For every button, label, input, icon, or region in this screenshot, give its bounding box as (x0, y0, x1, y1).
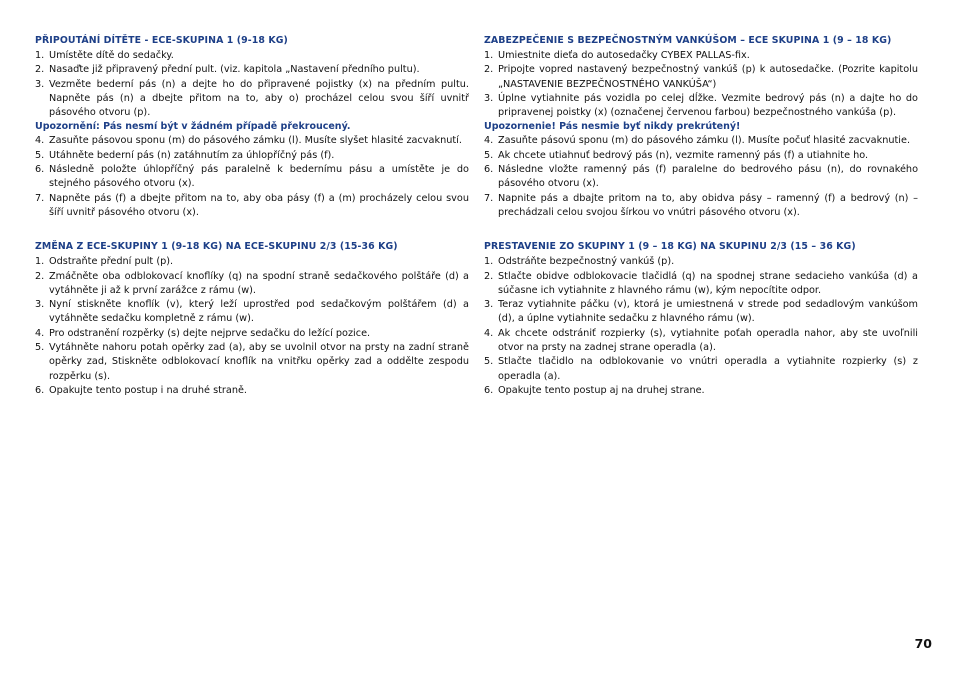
left-section-group-change (35, 240, 469, 398)
list-item (484, 355, 918, 384)
step-text: Stlačte obidve odblokovacie tlačidlá (q) na spodnej strane sedacieho vankúša (d) a súčasne ich vytiahnite z hlavného rámu (w), kým nepocítite odpor. (498, 270, 918, 296)
step-text: Ak chcete odstrániť rozpierky (s), vytiahnite poťah operadla nahor, aby ste uvoľnili otvor na prsty na zadnej strane operadla (a). (498, 327, 918, 354)
list-item (484, 270, 918, 299)
list-item (35, 63, 469, 77)
step-number: 2. (484, 270, 494, 282)
step-number: 1. (35, 256, 45, 268)
step-number: 2. (35, 270, 45, 282)
step-text: Stlačte tlačidlo na odblokovanie vo vnútri operadla a vytiahnite rozpierky (s) z operadla (a). (498, 356, 918, 382)
list-item (484, 255, 918, 269)
list-item (35, 270, 469, 299)
step-list (35, 134, 469, 220)
step-number: 1. (484, 256, 494, 268)
step-number: 2. (35, 64, 45, 76)
list-item (484, 192, 918, 221)
step-number: 4. (484, 135, 494, 147)
list-item (484, 384, 918, 398)
list-item (484, 163, 918, 192)
section-heading: ZMĚNA Z ECE-SKUPINY 1 (9-18 KG) NA ECE-SKUPINU 2/3 (15-36 KG) (35, 241, 398, 253)
step-text: Zasuňte pásovou sponu (m) do pásového zámku (l). Musíte slyšet hlasité zacvaknutí. (49, 135, 462, 147)
step-number: 5. (35, 149, 45, 161)
list-item (484, 49, 918, 63)
step-number: 5. (484, 149, 494, 161)
list-item (35, 384, 469, 398)
list-item (484, 149, 918, 163)
step-number: 3. (484, 299, 494, 311)
step-text: Vytáhněte nahoru potah opěrky zad (a), aby se uvolnil otvor na prsty na zadní straně opěrky zad, Stiskněte odblokovací knoflík na vnitřku opěrky zad a oddělte zespodu rozpěrku (s). (49, 342, 469, 382)
list-item (484, 92, 918, 121)
warning-note: Upozornění: Pás nesmí být v žádném případě překroucený. (35, 121, 351, 133)
step-number: 6. (484, 164, 494, 176)
step-list (484, 255, 918, 398)
step-number: 7. (35, 192, 45, 204)
step-number: 4. (484, 327, 494, 339)
step-text: Napnite pás a dbajte pritom na to, aby obidva pásy – ramenný (f) a bedrový (n) – prechádzali celou svojou šírkou vo vnútri pásového otvoru (x). (498, 192, 918, 218)
list-item (35, 255, 469, 269)
step-number: 6. (484, 384, 494, 396)
step-number: 2. (484, 64, 494, 76)
section-heading: ZABEZPEČENIE S BEZPEČNOSTNÝM VANKÚŠOM – ECE SKUPINA 1 (9 – 18 KG) (484, 35, 892, 46)
step-number: 3. (35, 299, 45, 311)
list-item (35, 78, 469, 121)
right-column (484, 34, 918, 418)
step-list (35, 255, 469, 398)
step-number: 6. (35, 164, 45, 176)
step-number: 3. (484, 92, 494, 104)
list-item (35, 49, 469, 63)
page-number: 70 (914, 636, 932, 651)
step-number: 5. (35, 342, 45, 354)
step-number: 7. (484, 192, 494, 204)
list-item (35, 134, 469, 148)
step-number: 3. (35, 78, 45, 90)
step-text: Úplne vytiahnite pás vozidla po celej dĺžke. Vezmite bedrový pás (n) a dajte ho do pripravenej poistky (x) (označenej červenou farbou) bezpečnostného vankúša (p). (498, 92, 918, 119)
list-item (35, 298, 469, 327)
step-number: 6. (35, 384, 45, 396)
step-text: Umístěte dítě do sedačky. (49, 50, 174, 61)
list-item (484, 134, 918, 148)
step-text: Nyní stiskněte knoflík (v), který leží uprostřed pod sedačkovým polštářem (d) a vytáhněte sedačku kompletně z rámu (w). (49, 299, 469, 325)
step-list (484, 134, 918, 220)
step-text: Vezměte bederní pás (n) a dejte ho do připravené pojistky (x) na předním pultu. Napněte pás (n) a dbejte přitom na to, aby o) procházel celou svou šíří uvnitř pásového otvoru (p). (49, 78, 469, 119)
right-section-group-change (484, 240, 918, 398)
list-item (35, 327, 469, 341)
step-text: Ak chcete utiahnuť bedrový pás (n), vezmite ramenný pás (f) a utiahnite ho. (498, 149, 869, 161)
step-text: Opakujte tento postup i na druhé straně. (49, 384, 248, 396)
step-list (484, 49, 918, 120)
step-text: Pro odstranění rozpěrky (s) dejte nejprve sedačku do ležící pozice. (49, 327, 371, 339)
step-text: Odstraňte přední pult (p). (49, 256, 174, 268)
right-section-child-securing (484, 34, 918, 220)
step-text: Umiestnite dieťa do autosedačky CYBEX PALLAS-fix. (498, 50, 750, 61)
section-heading: PŘIPOUTÁNÍ DÍTĚTE - ECE-SKUPINA 1 (9-18 KG) (35, 35, 288, 46)
step-text: Odstráňte bezpečnostný vankúš (p). (498, 256, 675, 268)
step-number: 4. (35, 135, 45, 147)
step-number: 1. (35, 50, 45, 61)
step-text: Zmáčněte oba odblokovací knoflíky (q) na spodní straně sedačkového polštáře (d) a vytáhněte ji až k první zarážce z rámu (w). (49, 270, 469, 296)
step-text: Následně položte úhlopříčný pás paralelně k bedernímu pásu a umístěte je do stejného pásového otvoru (x). (49, 164, 469, 190)
step-text: Napněte pás (f) a dbejte přitom na to, aby oba pásy (f) a (m) procházely celou svou šíří uvnitř pásového otvoru (x). (49, 192, 469, 218)
section-heading: PRESTAVENIE ZO SKUPINY 1 (9 – 18 KG) NA SKUPINU 2/3 (15 – 36 KG) (484, 241, 856, 253)
step-text: Následne vložte ramenný pás (f) paralelne do bedrového pásu (n), do rovnakého pásového otvoru (x). (498, 164, 918, 190)
step-number: 4. (35, 327, 45, 339)
step-number: 5. (484, 356, 494, 368)
step-text: Pripojte vopred nastavený bezpečnostný vankúš (p) k autosedačke. (Pozrite kapitolu „NASTAVENIE BEZPEČNOSTNÉHO VANKÚŠA“) (498, 64, 918, 90)
step-number: 1. (484, 50, 494, 61)
list-item (35, 149, 469, 163)
step-text: Teraz vytiahnite páčku (v), ktorá je umiestnená v strede pod sedadlovým vankúšom (d), a úplne vytiahnite sedačku z hlavného rámu (w). (498, 299, 918, 325)
left-section-child-securing (35, 34, 469, 220)
list-item (484, 327, 918, 356)
left-column (35, 34, 469, 418)
step-text: Utáhněte bederní pás (n) zatáhnutím za úhlopříčný pás (f). (49, 149, 335, 161)
step-list (35, 49, 469, 120)
step-text: Opakujte tento postup aj na druhej strane. (498, 384, 705, 396)
list-item (35, 341, 469, 384)
step-text: Zasuňte pásovú sponu (m) do pásového zámku (l). Musíte počuť hlasité zacvaknutie. (498, 135, 911, 147)
list-item (484, 63, 918, 92)
warning-note: Upozornenie! Pás nesmie byť nikdy prekrútený! (484, 121, 741, 133)
step-text: Nasaďte již připravený přední pult. (viz. kapitola „Nastavení předního pultu). (49, 64, 420, 76)
list-item (484, 298, 918, 327)
list-item (35, 192, 469, 221)
list-item (35, 163, 469, 192)
